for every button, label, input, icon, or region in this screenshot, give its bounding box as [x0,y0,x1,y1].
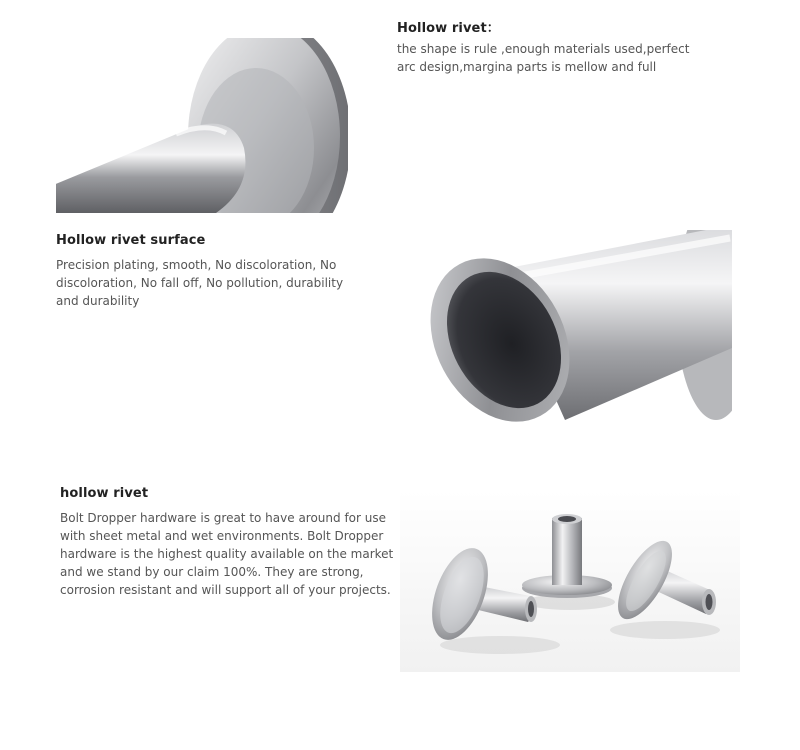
section-2-title: Hollow rivet surface [56,233,206,248]
rivet-head-closeup-image [56,38,348,213]
three-rivets-image [400,490,740,672]
section-3-description: Bolt Dropper hardware is great to have around for use with sheet metal and wet environments. Bolt Dropper hardware is the highest quality available on the market and we stand by our claim 100%. They are strong, corrosion resistant and will support all of your projects. [60,511,394,597]
section-2-description: Precision plating, smooth, No discoloration, No discoloration, No fall off, No pollution, durability and durability [56,258,344,308]
section-1-title: Hollow rivet： [397,21,500,36]
section-1-description: the shape is rule ,enough materials used,perfect arc design,margina parts is mellow and full [397,42,690,74]
section-3-title: hollow rivet [60,486,149,501]
rivet-tube-end-image [430,230,732,425]
